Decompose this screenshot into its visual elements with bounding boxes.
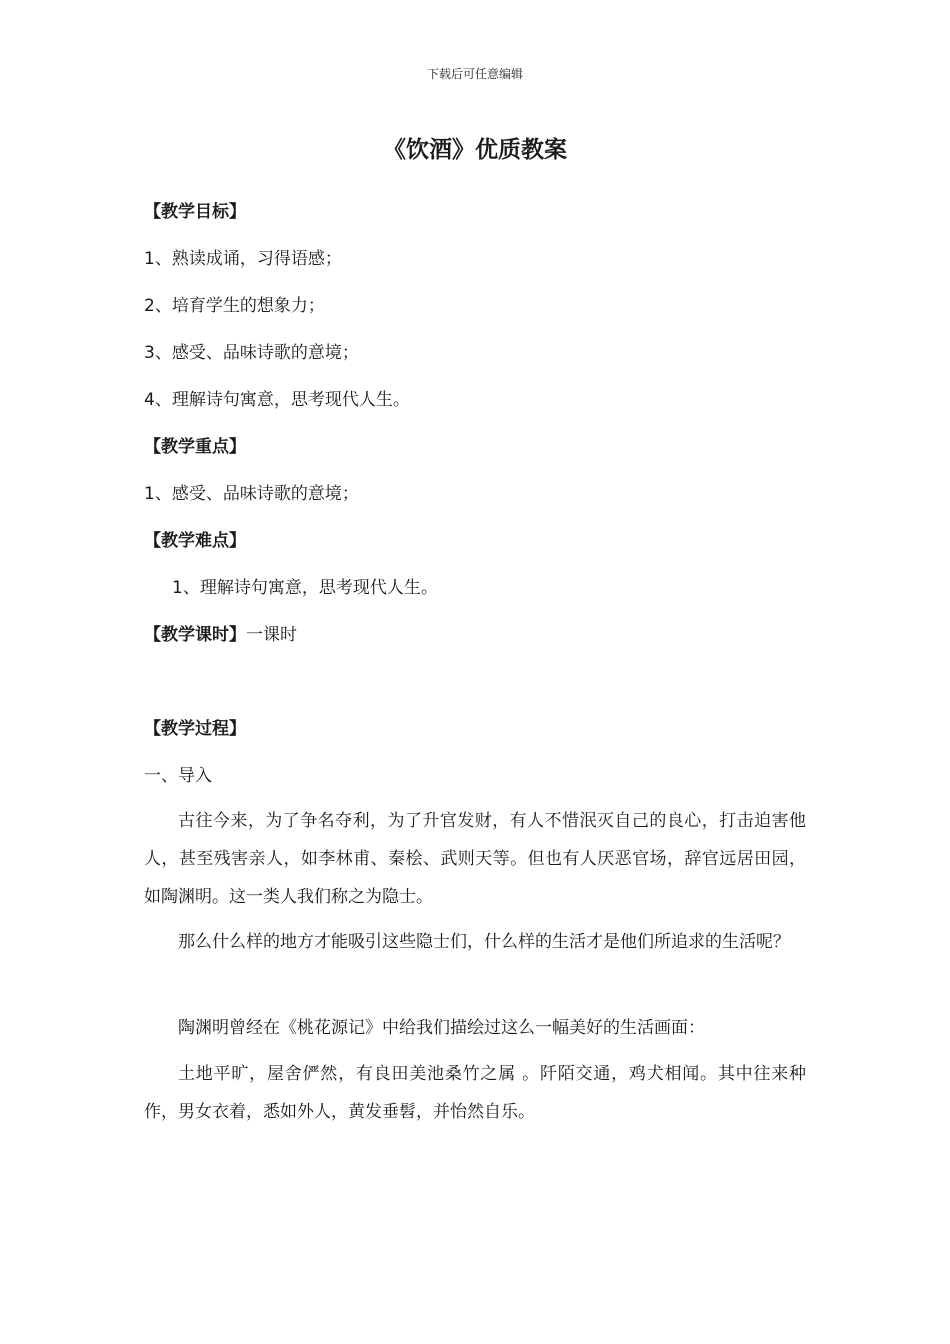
- paragraph: 古往今来，为了争名夺利，为了升官发财，有人不惜泯灭自己的良心，打击迫害他人，甚至残害亲人，如李林甫、秦桧、武则天等。但也有人厌恶官场，辞官远居田园，如陶渊明。这一类人我们称之为隐士。: [144, 811, 806, 907]
- header-note: 下载后可任意编辑: [426, 67, 523, 81]
- objective-item: 2、培育学生的想象力；: [144, 296, 325, 316]
- paragraph: 土地平旷，屋舍俨然，有良田美池桑竹之属 。阡陌交通，鸡犬相闻。其中往来种作，男女衣着，悉如外人，黄发垂髫，并怡然自乐。: [144, 1064, 806, 1122]
- paragraph: 陶渊明曾经在《桃花源记》中给我们描绘过这么一幅美好的生活画面：: [178, 1018, 705, 1038]
- key-point-item: 1、感受、品味诗歌的意境；: [144, 484, 359, 504]
- difficulties-heading: 【教学难点】: [144, 531, 246, 551]
- class-hours-line: [144, 622, 297, 648]
- objective-item: 3、感受、品味诗歌的意境；: [144, 343, 359, 363]
- class-hours-heading: 【教学课时】: [144, 625, 246, 645]
- objectives-heading: 【教学目标】: [144, 202, 246, 222]
- class-hours-value: 一课时: [246, 625, 297, 645]
- document-title: 《饮酒》优质教案: [383, 137, 567, 163]
- paragraph: 那么什么样的地方才能吸引这些隐士们，什么样的生活才是他们所追求的生活呢？: [178, 932, 790, 952]
- section-introduction: 一、导入: [144, 766, 212, 786]
- process-heading: 【教学过程】: [144, 719, 246, 739]
- difficulty-item: 1、理解诗句寓意，思考现代人生。: [172, 578, 438, 598]
- objective-item: 1、熟读成诵，习得语感；: [144, 249, 342, 269]
- objective-item: 4、理解诗句寓意，思考现代人生。: [144, 390, 410, 410]
- key-points-heading: 【教学重点】: [144, 437, 246, 457]
